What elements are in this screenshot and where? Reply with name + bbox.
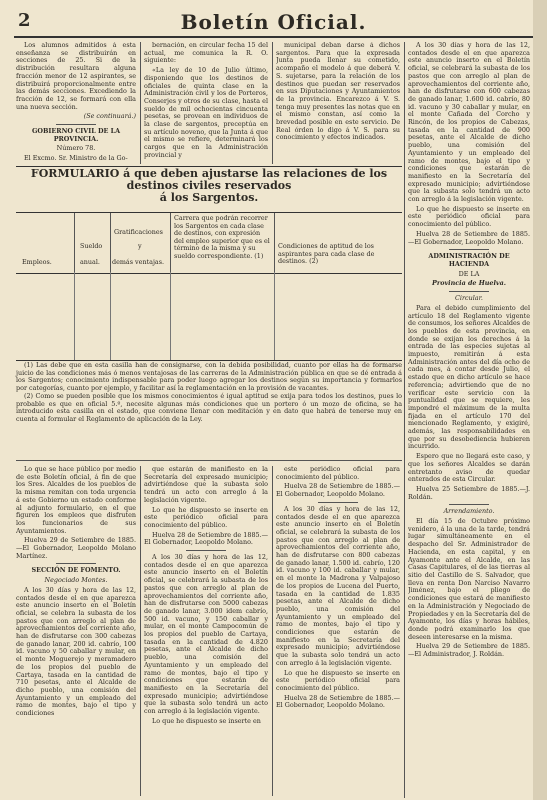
- section-heading: SECCIÓN DE FOMENTO.: [31, 566, 121, 575]
- paragraph: Espero que no llegará este caso, y que los señores Alcaldes se darán entretanto aviso de quedar enterados de esta Circular.: [408, 452, 530, 484]
- divider: [318, 502, 358, 503]
- column-rule: [404, 42, 405, 798]
- section-subheading: DE LA: [458, 269, 480, 278]
- masthead-rule: [14, 36, 533, 38]
- paragraph: este periódico oficial para conocimiento del público.: [276, 466, 400, 481]
- paragraph: Los alumnos admitidos á esta enseñanza se distribuirán en secciones de 25. Si de la distribución resultara alguna fracción menor de 12 aspirantes, se distribuirá proporcionalmente entre las demás secciones. Excediendo la fracción de 12, se formará con ella una nueva sección.: [16, 42, 136, 111]
- divider: [186, 550, 226, 551]
- notice-number: Número 78.: [56, 144, 96, 153]
- signature: Huelva 28 de Setiembre de 1885.—El Gobernador, Leopoldo Molano.: [144, 530, 268, 547]
- paragraph: Lo que he dispuesto se inserte en este periódico oficial para conocimiento del público.: [144, 505, 268, 529]
- footnote: (2) Como se pueden posible que los mismos conocimientos é igual aptitud se exija para todos los destinos, pues lo probable es que en oficial 5.º, necesite algunas más condiciones que un portero ó un mozo de oficina, se ha introducido esta casilla en el estado, que conviene llenar con meditación y en dato que habrá de tenerse muy en cuenta al formular el Reglamento de aplicación de la Ley.: [16, 391, 402, 423]
- section-heading: ADMINISTRACIÓN DE HACIENDA: [428, 252, 510, 268]
- column-condiciones: [274, 213, 400, 273]
- lower-column-2: [144, 466, 268, 796]
- paragraph: Lo que he dispuesto se inserte en: [152, 716, 261, 725]
- paragraph: municipal deban darse á dichos sargentos. Para que la expresada Junta pueda llenar su cometido, acompaño el modelo á que deberá V. S. sujetarse, para la relación de los destinos que puedan ser reservados en sus Diputaciones y Ayuntamientos de la provincia. Encarezco á V. S. tenga muy presentes las notas que en el mismo constan, así como la brevedad posible en este servicio. De Real órden lo digo á V. S. para su conocimiento y efectos indicados.: [276, 42, 400, 142]
- notice-heading: Circular.: [455, 294, 483, 303]
- column-header: Sueldo: [80, 242, 103, 250]
- page-edge-shadow: [533, 0, 547, 800]
- signature: Huelva 28 de Setiembre de 1885.—El Gobernador, Leopoldo Molano.: [276, 693, 400, 710]
- paragraph: El día 15 de Octubre próximo venidero, á la una de la tarde, tendrá lugar simultáneamente en el despacho del Sr. Administrador de Hacienda, en esta capital, y en Ayamonte ante el Alcalde, en las Casas Capitulares, el de las tierras al sitio del Castillo de S. Salvador, que lleva en renta Don Narciso Navarro Jiménez, bajo el pliego de condiciones que estará de manifiesto en la Administración y Negociado de Propiedades y en la Secretaría del de Ayamonte, los días y horas hábiles, donde podrá examinarlo los que deseen interesarse en la misma.: [408, 517, 530, 641]
- paragraph: A los 30 días y hora de las 12, contados desde el en que aparezca este anuncio inserto en el Boletín oficial, se celebrará la subasta de los pastos que con arreglo al plan de aprovechamientos del corriente año, han de disfrutarse con 800 cabezas de ganado lanar, 1.500 id. cabrío, 120 id. vacuno y 100 id. caballar y mular, en el monte la Madrona y Valpajoso de los propios de Lucena del Puerto, tasada en la cantidad de 1.835 pesetas, ante el Alcalde de dicho pueblo, una comisión del Ayuntamiento y un empleado del ramo de montes, bajo el tipo y condiciones que estarán de manifiesto en la Secretaría del expresado municipio; advirtiéndose que la subasta solo tendrá un acto con arreglo á la legislación vigente.: [276, 504, 400, 667]
- notice-heading: Arrendamiento.: [443, 507, 495, 516]
- form-title: [16, 168, 402, 204]
- signature: Huelva 28 de Setiembre de 1885.—El Gobernador, Leopoldo Molano.: [408, 229, 530, 246]
- column-gratificaciones: [110, 213, 171, 273]
- page-number: 2: [18, 10, 31, 31]
- paragraph: A los 30 días y hora de las 12, contados desde el en que aparezca este anuncio inserto en el Boletín oficial, se celebra la subasta de los pastos que con arreglo al plan de aprovechamientos del corriente año, han de disfrutarse con 300 cabezas de ganado lanar, 200 id. cabrío, 100 id. vacuno y 50 caballar y mular, en el monte Moguerejo y meramadero de los propios del pueblo de Cartaya, tasada en la cantidad de 710 pesetas, ante el Alcalde de dicho pueblo, una comisión del Ayuntamiento y un empleado del ramo de montes, bajo el tipo y condiciones: [16, 585, 136, 718]
- column-header: demás ventajas.: [112, 258, 165, 266]
- column-header: y: [138, 242, 142, 250]
- lower-column-1: [16, 466, 136, 796]
- column-header: Condiciones de aptitud de los aspirantes para cada clase de destinos. (2): [278, 242, 375, 266]
- form-title-line: FORMULARIO á que deben ajustarse las relaciones de los destinos civiles reservados: [30, 167, 388, 192]
- column-sueldo: [74, 213, 111, 273]
- paragraph: que estarán de manifiesto en la Secretaría del expresado municipio; advirtiéndose que la subasta solo tendrá un acto con arreglo á la legislación vigente.: [144, 466, 268, 504]
- column-header: Gratificaciones: [114, 228, 163, 236]
- column-header: anual.: [80, 258, 100, 266]
- signature: Huelva 29 de Setiembre de 1885.—El Administrador, J. Roldán.: [408, 642, 530, 659]
- column-rule: [272, 466, 273, 796]
- section-rule: [16, 460, 402, 461]
- signature: Huelva 25 Setiembre de 1885.—J. Roldán.: [408, 484, 530, 501]
- paragraph: A los 30 días y hora de las 12, contados desde el en que aparezca este anuncio inserto en el Boletín oficial, se celebrará la subasta de los pastos que con arreglo al plan de aprovechamientos del corriente año, han de disfrutarse con 600 cabezas de ganado lanar, 1.600 id. cabrío, 80 id. vacuno y 30 caballar y mular, en el monte Cañada del Corcho y Rincón, de los propios de Cabezas, tasada en la cantidad de 900 pesetas, ante el Alcalde de dicho pueblo, una comisión del Ayuntamiento y un empleado del ramo de montes, bajo el tipo y condiciones que estarán de manifiesto en la Secretaría del expresado municipio; advirtiéndose que la subasta solo tendrá un acto con arreglo á la legislación vigente.: [408, 42, 530, 204]
- form-footnotes: [16, 362, 402, 424]
- column-carrera: [170, 213, 275, 273]
- column-empleos: [16, 213, 75, 273]
- column-rule: [140, 466, 141, 796]
- column-header: Empleos.: [22, 258, 52, 266]
- divider: [56, 124, 96, 125]
- form-title-line: á los Sargentos.: [159, 191, 259, 204]
- paragraph: «La ley de 10 de Julio último, disponiendo que los destinos de oficiales de quinta clase en la Administración civil y los de Porteros, Conserjes y otros de su clase, hasta el sueldo de mil ochocientas cincuenta pesetas, se provean en individuos de la clase de sargentos, preceptúa en su artículo noveno, que la Junta á que el mismo se refiere, determinará los cargos que en la Administración provincial y: [144, 66, 268, 159]
- lower-column-3: [276, 466, 400, 796]
- form-blank-rows: [16, 272, 402, 360]
- paragraph: Lo que he dispuesto se inserte en este periódico oficial para conocimiento del público.: [276, 668, 400, 692]
- right-column: [408, 42, 530, 798]
- divider: [449, 504, 489, 505]
- signature: Huelva 29 de Setiembre de 1885.—El Gobernador, Leopoldo Molano Martínez.: [16, 536, 136, 560]
- divider: [449, 249, 489, 250]
- notice-heading: Negociado Montes.: [44, 576, 108, 585]
- footnote: (1) Las debe que en esta casilla han de consignarse, con la debida posibilidad, cuanto por ellas ha de formarse juicio de las condiciones más ó menos ventajosas de las carreras de la Administración pública en que se dé entrada á los Sargentos; conocimiento indispensable para poder luego agregar los destinos según su importancia y formarlos por categorías, cuanto por ejemplo, y facilitar así la reglamentación en la provisión de vacantes.: [16, 361, 402, 393]
- column-header: Carrera que podrán recorrer los Sargentos en cada clase de destinos, con expresión del empleo superior que es el término de la misma y su sueldo correspondiente. (1): [174, 214, 270, 260]
- paragraph: A los 30 días y hora de las 12, contados desde el en que aparezca este anuncio inserto en el Boletín oficial, se celebrará la subasta de los pastos que con arreglo al plan de aprovechamientos del corriente año, han de disfrutarse con 5000 cabezas de ganado lanar, 3.000 idem cabrío, 500 id. vacuno, y 150 caballar y mular, en el monte Campocomún de los propios del pueblo de Cartaya, tasada en la cantidad de 4.820 pesetas, ante el Alcalde de dicho pueblo, una comisión del Ayuntamiento y un empleado del ramo de montes, bajo el tipo y condiciones que estarán de manifiesto en la Secretaría del expresado municipio; advirtiéndose que la subasta solo tendrá un acto con arreglo á la legislación vigente.: [144, 553, 268, 716]
- column-rule: [272, 42, 273, 164]
- masthead-title: Boletín Oficial.: [180, 10, 367, 34]
- divider: [449, 291, 489, 292]
- paragraph: Lo que se hace público por medio de este Boletín oficial, á fin de que los Sres. Alcaldes de los pueblos de la misma remitan con toda urgencia á este Gobierno un estado conforme al adjunto formulario, en el que figuren los empleos que disfruten los funcionarios de sus Ayuntamientos.: [16, 466, 136, 535]
- section-subheading: Provincia de Huelva.: [432, 279, 506, 288]
- paragraph: Lo que he dispuesto se inserte en este periódico oficial para conocimiento del público.: [408, 204, 530, 229]
- column-rule: [140, 42, 141, 164]
- signature: Huelva 28 de Setiembre de 1885.—El Gobernador, Leopoldo Molano.: [276, 482, 400, 499]
- form-table: [16, 212, 402, 274]
- top-column-2: [144, 42, 268, 166]
- divider: [56, 563, 96, 564]
- top-column-3: [276, 42, 400, 166]
- section-heading: GOBIERNO CIVIL DE LA PROVINCIA.: [31, 127, 121, 143]
- paragraph: bernación, en circular fecha 15 del actual, me comunica la R. O. siguiente:: [144, 42, 268, 65]
- continuation-note: (Se continuará.): [83, 112, 136, 121]
- paragraph: Para el debido cumplimiento del artículo 18 del Reglamento vigente de consumos, los señores Alcaldes de los pueblos de esta provincia, en donde se exijan los derechos á la entrada de las especies sujetas al impuesto, remitirán á esta Administración antes del día ocho de cada mes, á contar desde Julio, el estado que en dicho artículo se hace referencia; advirtiendo que de no verificar este servicio con la puntualidad que se requiere, les impondré el máximum de la multa fijada en el artículo 170 del mencionado Reglamento, y exigiré, además, las responsabilidades en que por su desobediencia hubieren incurrido.: [408, 303, 530, 451]
- top-column-1: [16, 42, 136, 166]
- paragraph: El Excmo. Sr. Ministro de la Go-: [24, 154, 128, 163]
